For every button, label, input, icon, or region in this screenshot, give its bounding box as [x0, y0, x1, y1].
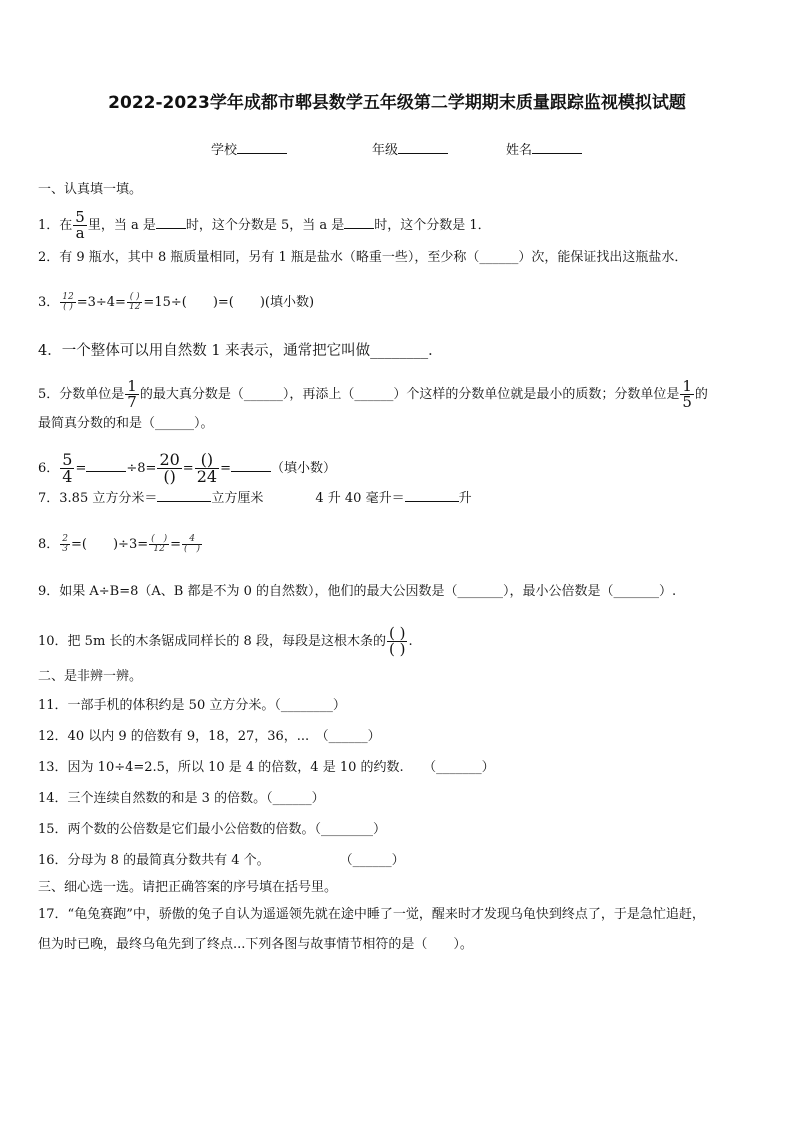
question-10 [38, 626, 413, 657]
q6-f2-denominator: () [157, 468, 181, 485]
grade-label: 年级 [372, 143, 399, 158]
q6-text-b: ÷8= [126, 461, 157, 476]
q6-f3-denominator: 24 [196, 467, 218, 486]
question-1 [38, 210, 491, 241]
q10-fraction [387, 626, 407, 657]
q7-blank-1[interactable] [157, 489, 211, 502]
q6-text-e: （填小数） [270, 461, 336, 476]
q1-denominator: a [73, 225, 87, 241]
exam-title: 2022-2023学年成都市郫县数学五年级第二学期期末质量跟踪监视模拟试题 [108, 93, 686, 113]
q5-text-a: 5．分数单位是 [38, 387, 125, 402]
school-field [211, 139, 287, 158]
school-blank[interactable] [237, 141, 287, 154]
q3-text-a: =3÷4= [76, 295, 126, 310]
q8-f3-denominator: ( ) [184, 544, 201, 554]
q6-f1-denominator: 4 [62, 467, 73, 486]
question-14: 14．三个连续自然数的和是 3 的倍数。（______） [38, 791, 325, 806]
q10-denominator: ( ) [388, 640, 406, 658]
q6-eq-3: = [220, 461, 231, 476]
q6-fraction-3 [195, 452, 219, 485]
q6-fraction-1 [60, 452, 74, 485]
q3-f1-denominator: ( ) [60, 302, 75, 312]
q6-f3-numerator: () [200, 450, 214, 469]
q7-text-c: 4 升 40 毫升＝ [315, 491, 405, 506]
q10-text-a: 10．把 5m 长的木条锯成同样长的 8 段，每段是这根木条的 [38, 634, 386, 649]
question-5-line-2: 最简真分数的和是（______）。 [38, 416, 214, 431]
q8-number: 8． [38, 537, 60, 552]
question-17-line-1: 17．“龟兔赛跑”中，骄傲的兔子自认为遥遥领先就在途中睡了一觉，醒来时才发现乌龟快到终点了，于是急忙追赶， [38, 907, 705, 922]
section-2-heading: 二、是非辨一辨。 [38, 669, 143, 684]
q16-answer: （______） [339, 853, 405, 868]
q3-f1-numerator: 12 [62, 292, 74, 302]
q6-blank-2[interactable] [231, 459, 271, 472]
q6-blank-1[interactable] [86, 459, 126, 472]
q6-f2-numerator: 20 [159, 450, 180, 469]
question-5-line-1 [38, 379, 708, 410]
q7-text-a: 7．3.85 立方分米＝ [38, 491, 158, 506]
question-8 [38, 535, 203, 554]
q5-text-c: 的 [694, 387, 708, 402]
question-13: 13．因为 10÷4=2.5，所以 10 是 4 的倍数，4 是 10 的约数. （_______） [38, 760, 495, 775]
school-label: 学校 [211, 143, 238, 158]
q1-blank-1[interactable] [156, 216, 186, 229]
q8-text-a: =( )÷3= [71, 537, 149, 552]
q6-f1-numerator: 5 [62, 450, 73, 469]
section-1-heading: 一、认真填一填。 [38, 182, 143, 197]
q3-fraction-1 [60, 293, 75, 312]
q8-f3-numerator: 4 [189, 534, 195, 544]
q7-blank-2[interactable] [405, 489, 459, 502]
question-12: 12．40 以内 9 的倍数有 9，18，27，36，... （______） [38, 729, 381, 744]
q5-f2-denominator: 5 [682, 393, 692, 411]
section-3-heading: 三、细心选一选。请把正确答案的序号填在括号里。 [38, 880, 338, 895]
q1-text-b: 里，当 a 是 [87, 218, 156, 233]
q3-fraction-2 [127, 293, 142, 312]
q6-eq-2: = [182, 461, 194, 476]
q6-fraction-2 [157, 452, 181, 485]
q3-f2-numerator: ( ) [129, 292, 140, 302]
q1-text-c: 时，这个分数是 5，当 a 是 [185, 218, 345, 233]
q8-text-b: = [170, 537, 182, 552]
q8-f2-denominator: 12 [149, 544, 169, 554]
q1-numerator: 5 [75, 208, 85, 226]
q3-f2-denominator: 12 [128, 302, 141, 312]
question-6 [38, 452, 336, 485]
q1-number: 1． [38, 218, 60, 233]
question-11: 11．一部手机的体积约是 50 立方分米。（________） [38, 698, 346, 713]
q3-text-b: =15÷( )=( )(填小数) [143, 295, 315, 310]
question-15: 15．两个数的公倍数是它们最小公倍数的倍数。（________） [38, 822, 387, 837]
q10-numerator: ( ) [388, 624, 406, 642]
name-blank[interactable] [532, 141, 582, 154]
q1-text-d: 时，这个分数是 1． [374, 218, 491, 233]
q16-text: 16．分母为 8 的最简真分数共有 4 个。 [38, 853, 270, 868]
q8-f2-numerator: ( ) [151, 534, 168, 544]
grade-blank[interactable] [398, 141, 448, 154]
q6-eq-1: = [75, 461, 87, 476]
q8-f1-numerator: 2 [62, 534, 69, 544]
q3-number: 3． [38, 295, 60, 310]
q5-text-b: 的最大真分数是（______），再添上（______）个这样的分数单位就是最小的质数；分数单位是 [139, 387, 680, 402]
question-3 [38, 293, 314, 312]
q5-f2-numerator: 1 [682, 377, 692, 395]
grade-field [372, 139, 448, 158]
q5-fraction-1 [125, 379, 139, 410]
q8-fraction-1 [60, 535, 70, 554]
q6-number: 6． [38, 461, 60, 476]
q7-text-b: 立方厘米 [211, 491, 264, 506]
question-7 [38, 489, 472, 508]
q1-blank-2[interactable] [344, 216, 374, 229]
q5-f1-numerator: 1 [127, 377, 137, 395]
q5-fraction-2 [680, 379, 694, 410]
q8-fraction-3 [182, 535, 202, 554]
question-9: 9．如果 A÷B=8（A、B 都是不为 0 的自然数），他们的最大公因数是（_______），最小公倍数是（_______）. [38, 584, 677, 599]
q5-f1-denominator: 7 [127, 393, 137, 411]
q8-fraction-2 [149, 535, 169, 554]
question-16 [38, 852, 405, 870]
question-4: 4．一个整体可以用自然数 1 来表示，通常把它叫做________． [38, 343, 443, 359]
q1-fraction [73, 210, 87, 241]
name-field [506, 139, 582, 158]
q7-text-d: 升 [458, 491, 472, 506]
q1-text-a: 在 [59, 218, 73, 233]
q8-f1-denominator: 3 [62, 544, 69, 554]
question-17-line-2: 但为时已晚，最终乌龟先到了终点...下列各图与故事情节相符的是（ ）。 [38, 937, 473, 952]
name-label: 姓名 [506, 143, 533, 158]
question-2: 2．有 9 瓶水，其中 8 瓶质量相同，另有 1 瓶是盐水（略重一些），至少称（______）次，能保证找出这瓶盐水． [38, 250, 688, 265]
q10-text-b: . [408, 634, 413, 649]
